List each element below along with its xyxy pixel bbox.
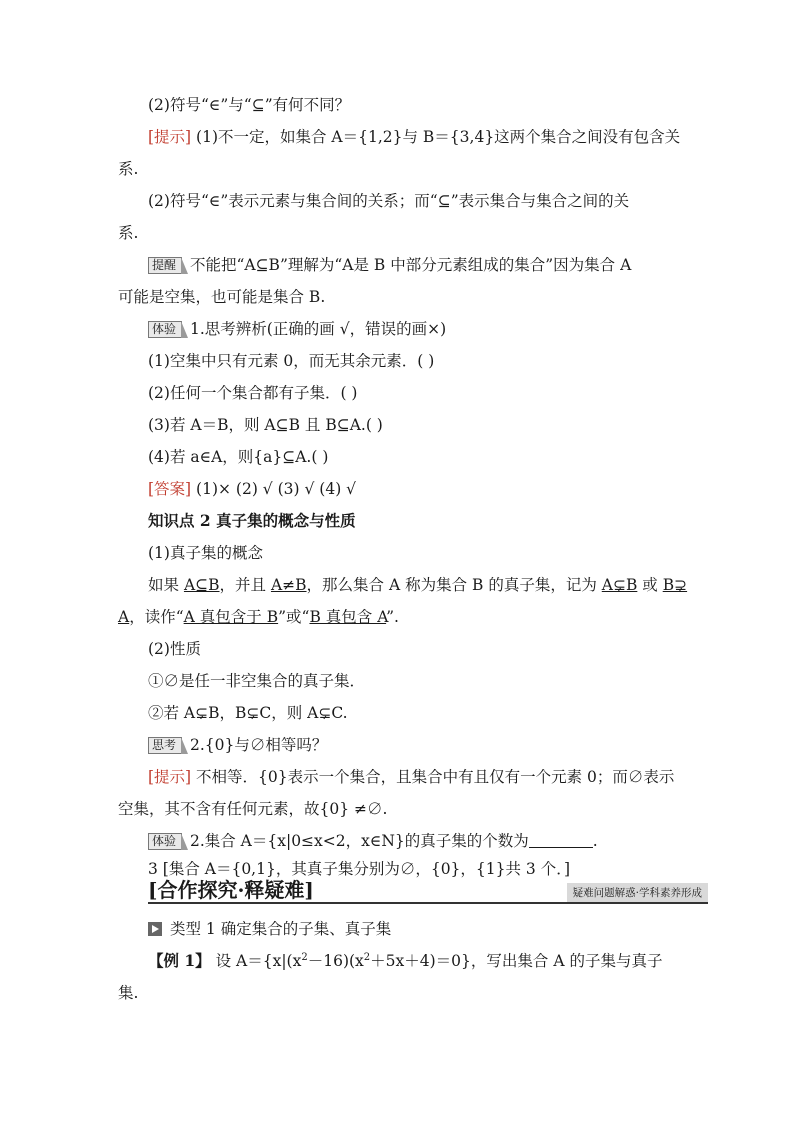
type-1-heading: 类型 1 确定集合的子集、真子集	[148, 918, 391, 940]
exercise-item-1: (1)空集中只有元素 0，而无其余元素．( )	[148, 352, 435, 370]
hint-3-line-b: 空集，其不含有任何元素，故{0} ≠∅.	[118, 800, 388, 818]
section-header	[148, 874, 708, 904]
question-2: (2)符号“∈”与“⊆”有何不同？	[148, 96, 351, 114]
experience-tag: 体验	[148, 321, 182, 338]
answer-blank	[529, 833, 593, 848]
exercise-item-2: (2)任何一个集合都有子集．( )	[148, 384, 358, 402]
experience-2-line: 体验 2.集合 A＝{x|0≤x<2，x∈N}的真子集的个数为 .	[148, 830, 598, 852]
exercise-item-3: (3)若 A＝B，则 A⊆B 且 B⊆A.( )	[148, 416, 383, 434]
property-2: ②若 A⊊B，B⊊C，则 A⊊C.	[148, 704, 348, 722]
properties-subheading: (2)性质	[148, 640, 201, 658]
reminder-line-b: 可能是空集，也可能是集合 B.	[118, 288, 326, 306]
example-1-line-b: 集.	[118, 984, 139, 1002]
experience-1-title: 体验 1.思考辨析(正确的画 √，错误的画×)	[148, 318, 446, 340]
section-title: [合作探究·释疑难]	[148, 878, 314, 902]
play-icon	[148, 922, 162, 936]
concept-subheading: (1)真子集的概念	[148, 544, 263, 562]
example-1-line-a: 【例 1】 设 $A=\{x|(x^2-16)(x^2+5x+4)=0\}$，写出集合 A 的子集与真子	[148, 951, 663, 970]
solution-line: 3 [集合 A＝{0,1}，其真子集分别为∅，{0}，{1}共 3 个．]	[148, 860, 571, 878]
answer-tag: [答案]	[148, 480, 192, 498]
hint-tag-2: [提示]	[148, 768, 192, 786]
exercise-item-4: (4)若 a∈A，则{a}⊆A.( )	[148, 448, 329, 466]
reminder-tag: 提醒	[148, 257, 182, 274]
hint-1-line-b: 系.	[118, 160, 139, 178]
definition-line-a: 如果 A⊆B，并且 A≠B，那么集合 A 称为集合 B 的真子集，记为 A⊊B 或 B⊋	[148, 576, 688, 594]
knowledge-point-2-heading: 知识点 2 真子集的概念与性质	[148, 511, 356, 530]
property-1: ①∅是任一非空集合的真子集．	[148, 672, 366, 690]
hint-tag: [提示]	[148, 128, 192, 146]
experience-tag-2: 体验	[148, 833, 182, 850]
hint-1-line-a: [提示] (1)不一定，如集合 A＝{1,2}与 B＝{3,4}这两个集合之间没有包含关	[148, 128, 681, 146]
example-tag: 【例 1】	[148, 951, 211, 970]
hint-3-line-a: [提示] 不相等．{0}表示一个集合，且集合中有且仅有一个元素 0；而∅表示	[148, 768, 675, 786]
reminder-line-a: 提醒 不能把“A⊆B”理解为“A是 B 中部分元素组成的集合”因为集合 A	[148, 254, 631, 276]
hint-2-line-b: 系.	[118, 224, 139, 242]
definition-line-b: A，读作“A 真包含于 B”或“B 真包含 A”.	[118, 608, 399, 626]
section-subtitle-badge: 疑难问题解惑·学科素养形成	[567, 883, 708, 902]
think-tag: 思考	[148, 737, 182, 754]
answer-line: [答案] (1)× (2) √ (3) √ (4) √	[148, 480, 357, 498]
hint-2-line-a: (2)符号“∈”表示元素与集合间的关系；而“⊆”表示集合与集合之间的关	[148, 192, 630, 210]
think-2-line: 思考 2.{0}与∅相等吗？	[148, 734, 327, 756]
